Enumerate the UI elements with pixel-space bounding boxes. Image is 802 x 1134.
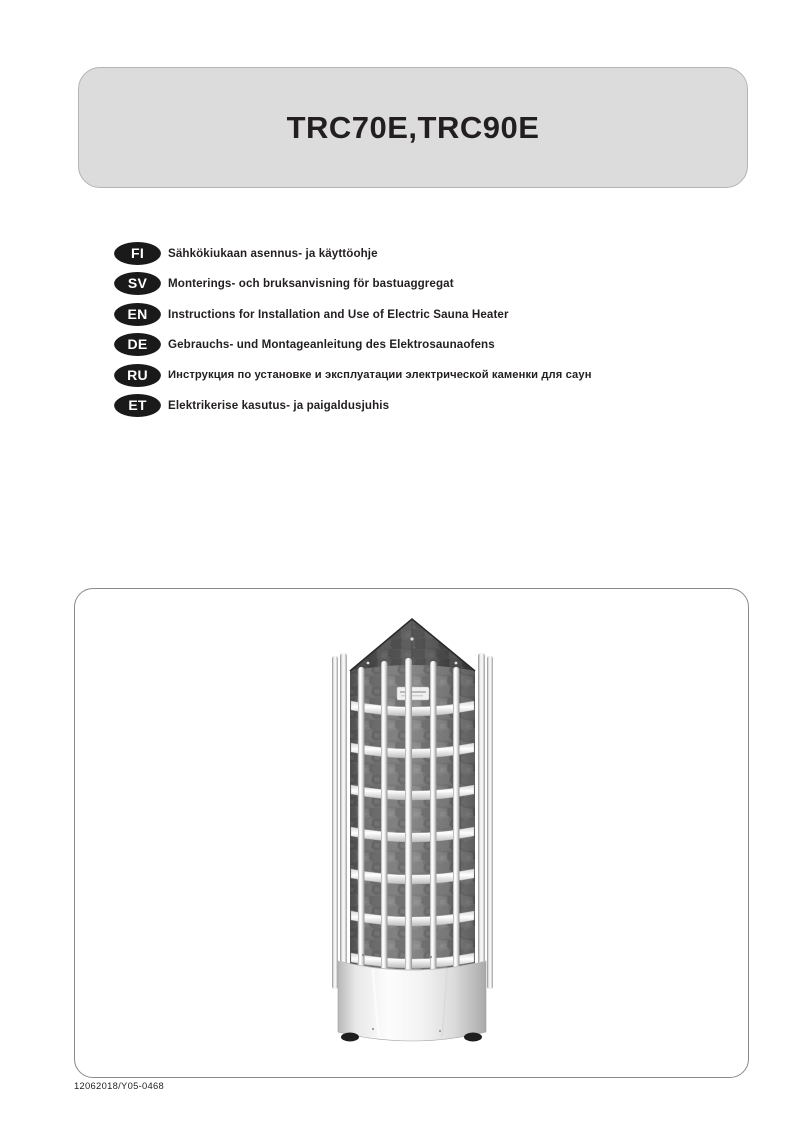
language-row-fi	[115, 238, 775, 269]
language-label-ru: Инструкция по установке и эксплуатации электрической каменки для саун	[168, 369, 592, 382]
language-badge-fi: FI	[114, 242, 161, 265]
heater-nameplate	[397, 687, 429, 700]
language-row-sv	[115, 269, 775, 300]
stone-basket	[345, 614, 480, 1014]
language-row-et	[115, 391, 775, 422]
language-badge-et: ET	[114, 394, 161, 417]
language-label-de: Gebrauchs- und Montageanleitung des Elektrosaunaofens	[168, 338, 495, 352]
language-label-sv: Monterings- och bruksanvisning för bastuaggregat	[168, 277, 454, 291]
footer-document-code: 12062018/Y05-0468	[74, 1080, 165, 1091]
sauna-heater-illustration	[305, 609, 520, 1074]
product-image-frame	[74, 588, 749, 1078]
language-badge-en: EN	[114, 303, 161, 326]
language-badge-sv: SV	[114, 272, 161, 295]
language-label-fi: Sähkökiukaan asennus- ja käyttöohje	[168, 246, 378, 260]
language-row-ru	[115, 360, 775, 391]
language-row-en	[115, 299, 775, 330]
language-badge-ru: RU	[114, 364, 161, 387]
title-banner	[78, 67, 748, 188]
language-badge-de: DE	[114, 333, 161, 356]
language-label-et: Elektrikerise kasutus- ja paigaldusjuhis	[168, 399, 390, 413]
language-label-en: Instructions for Installation and Use of Electric Sauna Heater	[168, 307, 509, 321]
language-list	[115, 238, 775, 421]
language-row-de	[115, 330, 775, 361]
page-title: TRC70E,TRC90E	[286, 109, 540, 145]
